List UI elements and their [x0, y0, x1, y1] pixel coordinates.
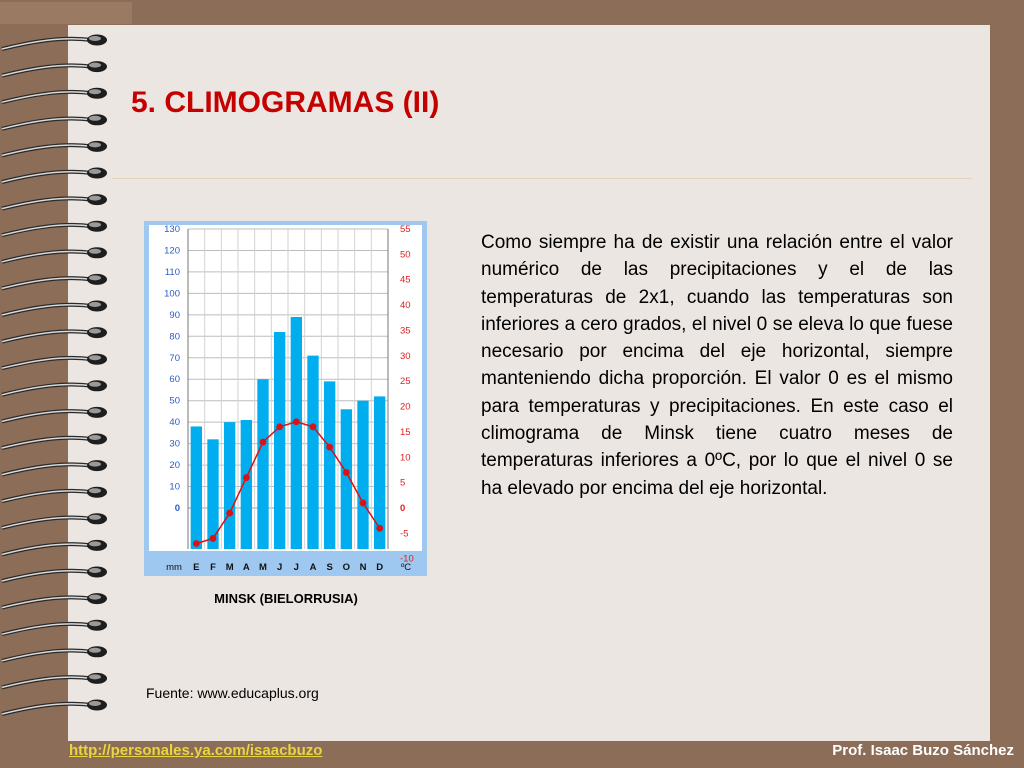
temperature-point [276, 423, 283, 430]
y-left-tick-label: 100 [164, 288, 180, 300]
y-right-tick-label: 40 [400, 300, 411, 312]
y-right-tick-label: 15 [400, 426, 411, 438]
x-tick-label: M [259, 562, 267, 573]
y-right-tick-label: -10 [400, 553, 414, 565]
temperature-point [360, 500, 367, 507]
x-tick-label: A [309, 562, 317, 573]
x-tick-label: J [277, 562, 283, 573]
precipitation-bar [257, 379, 268, 549]
x-tick-label: O [342, 562, 351, 573]
temperature-point [210, 535, 217, 542]
temperature-point [343, 469, 350, 476]
precipitation-bar [357, 401, 368, 549]
y-right-tick-label: 50 [400, 249, 411, 261]
footer-link[interactable]: http://personales.ya.com/isaacbuzo [69, 742, 323, 759]
y-left-tick-label: 40 [169, 417, 180, 429]
x-tick-label: A [242, 562, 250, 573]
y-left-tick-label: 50 [169, 395, 180, 407]
footer-author: Prof. Isaac Buzo Sánchez [832, 742, 1014, 759]
y-right-tick-label: 25 [400, 376, 411, 388]
y-right-tick-label: 5 [400, 477, 406, 489]
x-tick-label: M [225, 562, 234, 573]
y-right-tick-label: 0 [400, 503, 406, 514]
temperature-point [226, 510, 233, 517]
y-right-tick-label: 45 [400, 274, 411, 286]
slide-title: 5. CLIMOGRAMAS (II) [131, 86, 440, 119]
y-right-tick-label: 55 [400, 224, 411, 235]
temperature-point [243, 474, 250, 481]
precipitation-bar [274, 332, 285, 549]
spiral-binding [0, 20, 120, 740]
y-right-tick-label: 20 [400, 401, 411, 413]
title-divider [112, 178, 972, 179]
x-tick-label: S [326, 562, 333, 573]
y-right-tick-label: -5 [400, 528, 409, 540]
temperature-point [376, 525, 383, 532]
precipitation-bar [307, 356, 318, 549]
x-tick-label: F [210, 562, 216, 573]
x-tick-label: J [293, 562, 299, 573]
y-left-tick-label: 70 [169, 352, 180, 364]
y-left-unit-label: mm [166, 562, 182, 573]
y-left-tick-label: 0 [174, 503, 180, 514]
y-left-tick-label: 90 [169, 309, 180, 321]
y-right-unit-label: ºC [400, 562, 412, 573]
x-tick-label: D [376, 562, 384, 573]
temperature-point [293, 418, 300, 425]
precipitation-bar [324, 381, 335, 549]
y-left-tick-label: 20 [169, 460, 180, 472]
temperature-point [310, 423, 317, 430]
y-left-tick-label: 10 [169, 481, 180, 493]
source-note: Fuente: www.educaplus.org [146, 685, 319, 701]
chart-caption: MINSK (BIELORRUSIA) [214, 591, 358, 606]
y-left-tick-label: 130 [164, 224, 180, 235]
y-right-tick-label: 30 [400, 350, 411, 362]
climograph-chart [144, 221, 427, 576]
y-left-tick-label: 60 [169, 374, 180, 386]
x-tick-label: N [359, 562, 367, 573]
y-left-tick-label: 120 [164, 245, 180, 257]
y-left-tick-label: 110 [164, 266, 180, 278]
precipitation-bar [224, 422, 235, 549]
temperature-point [260, 439, 267, 446]
temperature-point [193, 540, 200, 547]
temperature-point [326, 444, 333, 451]
y-right-tick-label: 10 [400, 452, 411, 464]
chart-x-band [144, 558, 427, 576]
y-right-tick-label: 35 [400, 325, 411, 337]
precipitation-bar [191, 426, 202, 549]
x-tick-label: E [193, 562, 200, 573]
precipitation-bar [291, 317, 302, 549]
explanation-text: Como siempre ha de existir una relación entre el valor numérico de las precipitaciones y el de las temperaturas de 2x1, cuando las temperaturas son inferiores a cero grados, el nivel 0 se eleva lo que fuese necesario por encima del eje horizontal, siempre manteniendo dicha proporción. El valor 0 es el mismo para temperaturas y precipitaciones. En este caso el climograma de Minsk tiene cuatro meses de temperaturas inferiores a 0ºC, por lo que el nivel 0 se ha elevado por encima del eje horizontal. [481, 232, 953, 499]
y-left-tick-label: 30 [169, 438, 180, 450]
y-left-tick-label: 80 [169, 331, 180, 343]
